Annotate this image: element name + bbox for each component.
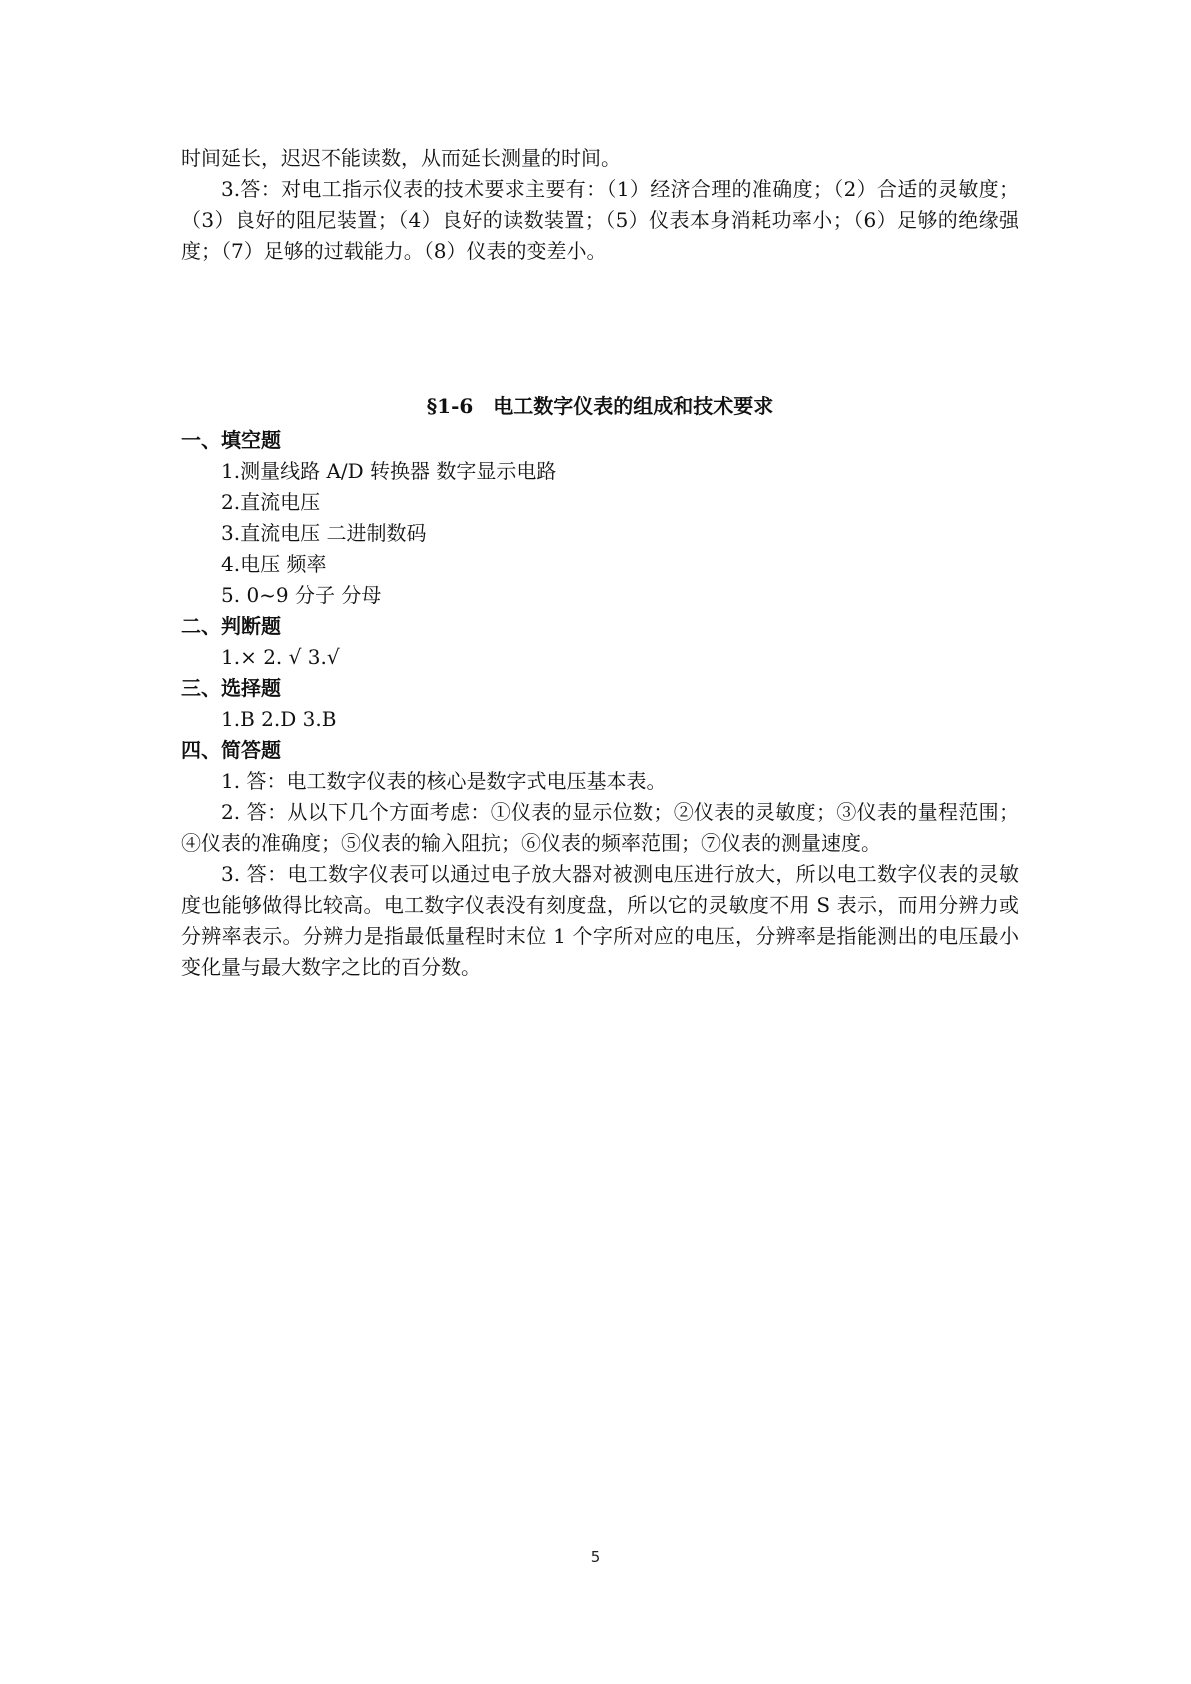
multiple-choice-answer: 1.B 2.D 3.B — [221, 707, 337, 731]
fill-blank-heading: 一、填空题 — [181, 428, 281, 452]
short-answer-paragraph: 3. 答：电工数字仪表可以通过电子放大器对被测电压进行放大，所以电工数字仪表的灵敏度也能够做得比较高。电工数字仪表没有刻度盘，所以它的灵敏度不用 S 表示，而用分辨力或分辨率表示。分辨力是指最低量程时末位 1 个字所对应的电压，分辨率是指能测出的电压最小变化量与最大数字之比的百分数。 — [181, 862, 1019, 979]
section-spacer — [181, 267, 1019, 391]
short-answer-heading: 四、简答题 — [181, 738, 281, 762]
page-number: 5 — [590, 1548, 601, 1566]
fill-blank-item: 5. 0~9 分子 分母 — [221, 583, 382, 607]
page-content — [181, 143, 1019, 983]
fill-blank-item: 4.电压 频率 — [221, 552, 327, 576]
paragraph: 时间延长，迟迟不能读数，从而延长测量的时间。 — [181, 146, 621, 170]
true-false-answer: 1.× 2. √ 3.√ — [221, 645, 340, 669]
multiple-choice-heading: 三、选择题 — [181, 676, 281, 700]
previous-section-continuation — [181, 143, 1019, 267]
fill-blank-item: 2.直流电压 — [221, 490, 321, 514]
short-answer-paragraph: 1. 答：电工数字仪表的核心是数字式电压基本表。 — [221, 769, 667, 793]
fill-blank-item: 3.直流电压 二进制数码 — [221, 521, 427, 545]
short-answer-paragraph: 2. 答：从以下几个方面考虑：①仪表的显示位数；②仪表的灵敏度；③仪表的量程范围；④仪表的准确度；⑤仪表的输入阻抗；⑥仪表的频率范围；⑦仪表的测量速度。 — [181, 800, 1019, 855]
fill-blank-item: 1.测量线路 A/D 转换器 数字显示电路 — [221, 459, 557, 483]
section-title: §1-6 电工数字仪表的组成和技术要求 — [426, 394, 774, 418]
true-false-heading: 二、判断题 — [181, 614, 281, 638]
paragraph: 3.答：对电工指示仪表的技术要求主要有：（1）经济合理的准确度；（2）合适的灵敏度；（3）良好的阻尼装置；（4）良好的读数装置；（5）仪表本身消耗功率小；（6）足够的绝缘强度；（7）足够的过载能力。（8）仪表的变差小。 — [181, 177, 1019, 263]
